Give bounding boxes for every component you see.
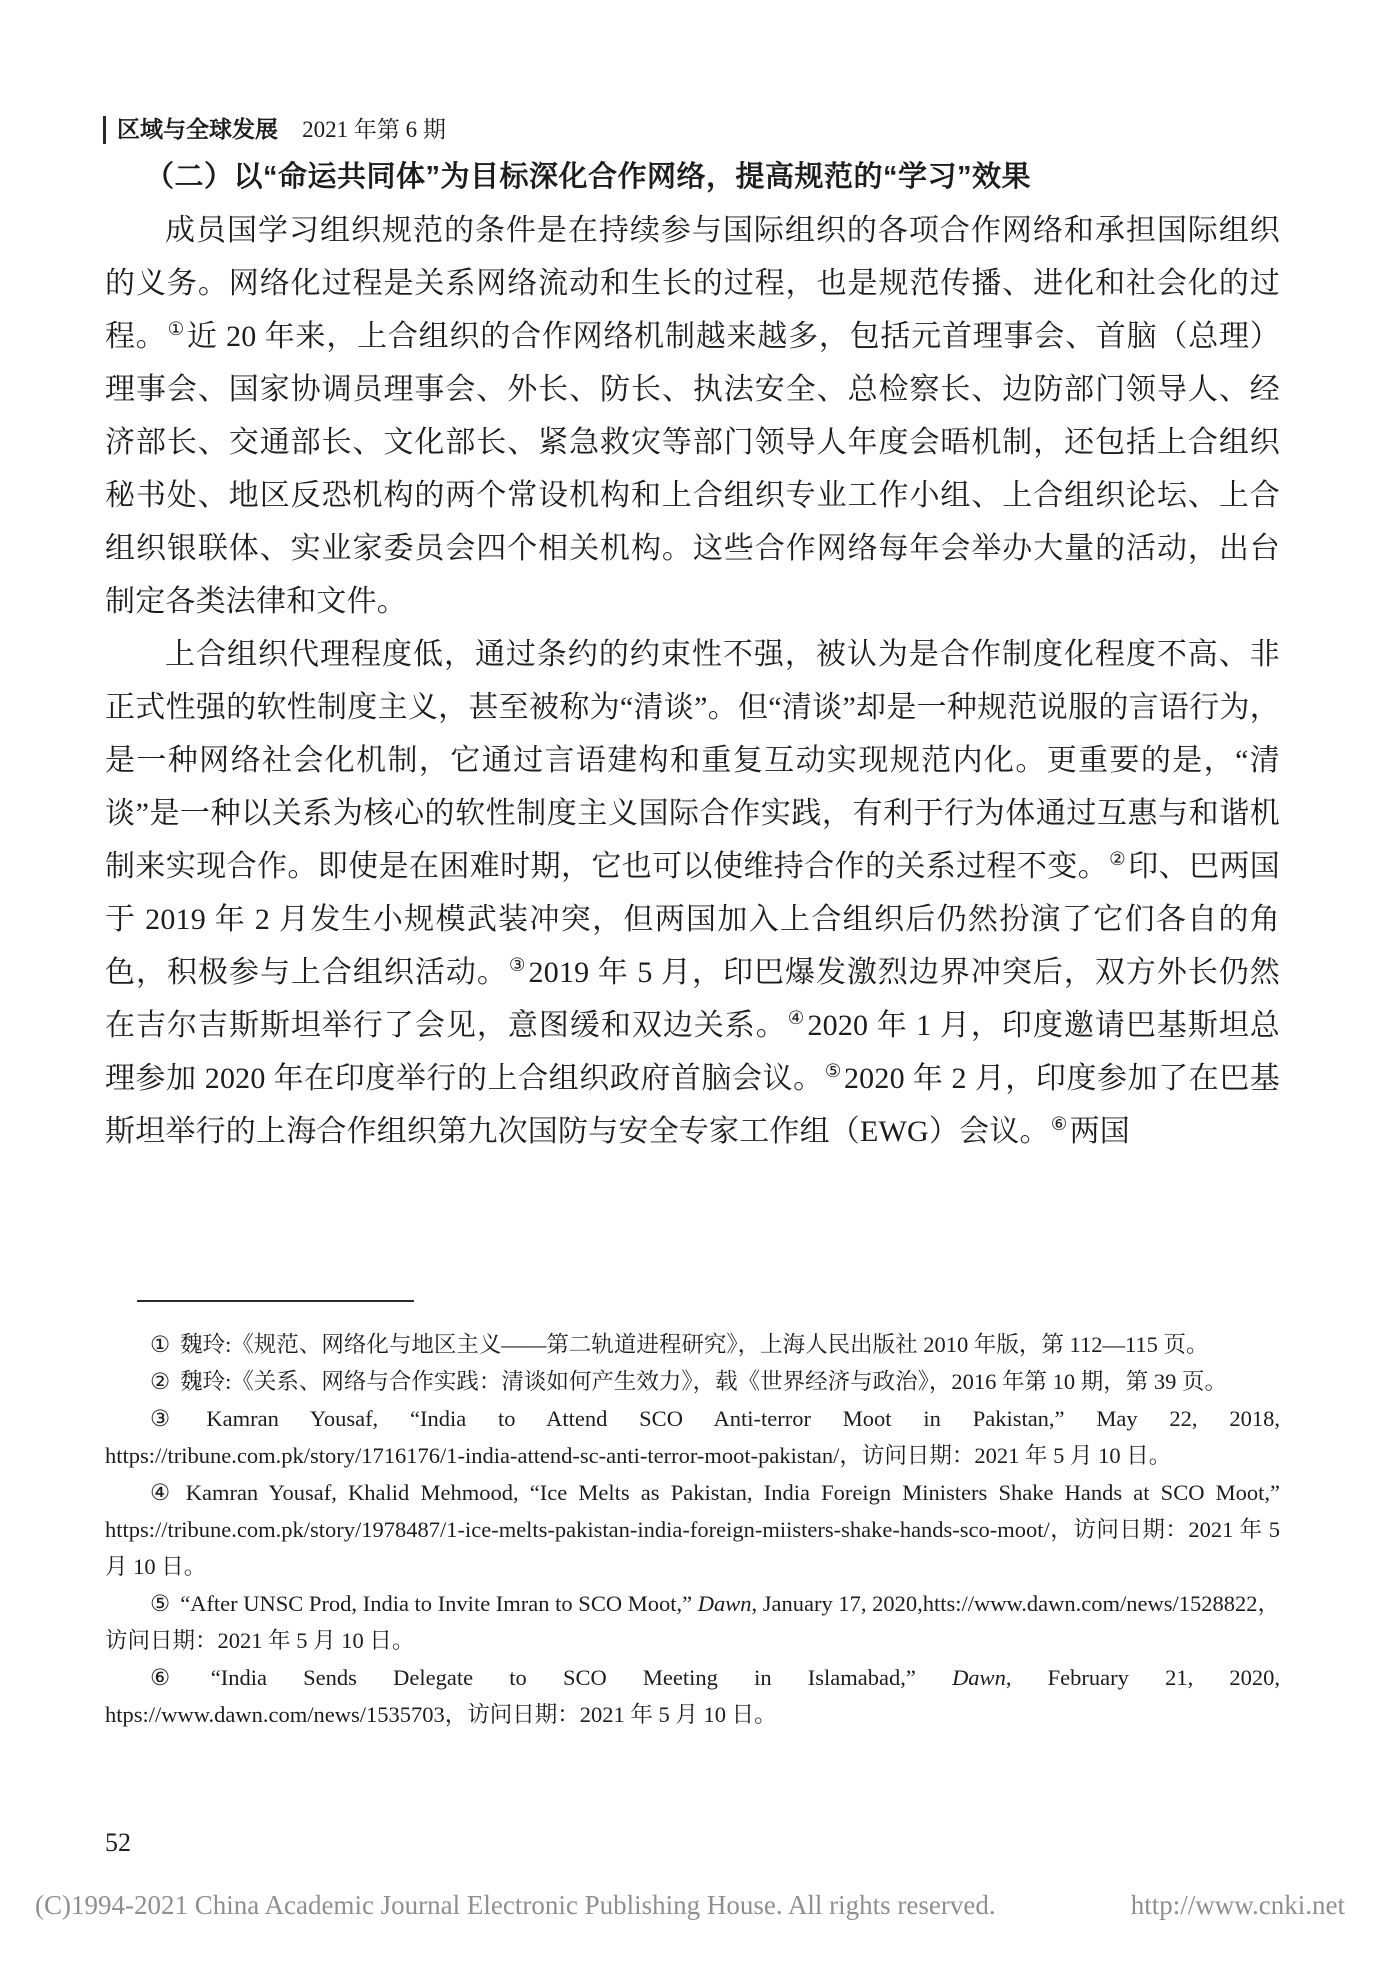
footnote-marker: ③ [150, 1406, 197, 1431]
footnote [105, 1659, 1280, 1733]
footnote-marker: ① [150, 1332, 171, 1357]
body-paragraph [105, 628, 1280, 1158]
footnote [105, 1363, 1280, 1400]
text-run: , February 21, 2020, htps://www.dawn.com/news/1535703，访问日期：2021 年 5 月 10 日。 [105, 1665, 1281, 1727]
text-run: “India Sends Delegate to SCO Meeting in Islamabad,” [210, 1665, 953, 1690]
text-run: 魏玲:《规范、网络化与地区主义——第二轨道进程研究》，上海人民出版社 2010 年版，第 112—115 页。 [180, 1332, 1209, 1357]
footnote [105, 1326, 1280, 1363]
footnote-ref: ① [167, 319, 186, 340]
text-run: Kamran Yousaf, “India to Attend SCO Anti-terror Moot in Pakistan,” May 22, 2018, https://tribune.com.pk/story/1716176/1-india-attend-sc-anti-terror-moot-pakistan/，访问日期：2021 年 5 月 10 日。 [105, 1406, 1280, 1468]
footnote-ref: ④ [787, 1008, 806, 1029]
text-run: 成员国学习组织规范的条件是在持续参与国际组织的各项合作网络和承担国际组织的义务。网络化过程是关系网络流动和生长的过程，也是规范传播、进化和社会化的过程。 [105, 214, 1280, 353]
text-run: Kamran Yousaf, Khalid Mehmood, “Ice Melts as Pakistan, India Foreign Ministers Shake Hands at SCO Moot,” https://tribune.com.pk/story/1978487/1-ice-melts-pakistan-india-foreign-miisters-shake-hands-sco-moot/，访问日期：2021 年 5 月 10 日。 [105, 1480, 1280, 1579]
text-run: “After UNSC Prod, India to Invite Imran to SCO Moot,” [180, 1591, 698, 1616]
text-run: 印、巴两国于 2019 年 2 月发生小规模武装冲突，但两国加入上合组织后仍然扮演了它们各自的角色，积极参与上合组织活动。 [105, 850, 1281, 989]
text-run: 上合组织代理程度低，通过条约的约束性不强，被认为是合作制度化程度不高、非正式性强的软性制度主义，甚至被称为“清谈”。但“清谈”却是一种规范说服的言语行为，是一种网络社会化机制，它通过言语建构和重复互动实现规范内化。更重要的是，“清谈”是一种以关系为核心的软性制度主义国际合作实践，有利于行为体通过互惠与和谐机制来实现合作。即使是在困难时期，它也可以使维持合作的关系过程不变。 [105, 638, 1280, 883]
text-run: 2020 年 1 月，印度邀请巴基斯坦总理参加 2020 年在印度举行的上合组织政府首脑会议。 [105, 1009, 1281, 1095]
issue-label: 2021 年第 6 期 [302, 117, 446, 142]
journal-title: 区域与全球发展 [117, 117, 278, 142]
footnote [105, 1474, 1280, 1585]
footnotes [105, 1326, 1280, 1733]
text-run: , January 17, 2020,htts://www.dawn.com/news/1528822，访问日期：2021 年 5 月 10 日。 [105, 1591, 1281, 1653]
cnki-footer [0, 1890, 1378, 1921]
footnote-divider [137, 1300, 414, 1302]
body-paragraph [105, 204, 1280, 628]
text-run: 魏玲:《关系、网络与合作实践：清谈如何产生效力》，载《世界经济与政治》，2016 年第 10 期，第 39 页。 [180, 1369, 1228, 1394]
footnote-marker: ④ [150, 1480, 176, 1505]
running-head [103, 116, 446, 144]
main-content [105, 156, 1280, 1158]
footnote-ref: ③ [508, 955, 527, 976]
section-heading: （二）以“命运共同体”为目标深化合作网络，提高规范的“学习”效果 [145, 161, 1032, 193]
body-paragraphs [105, 204, 1280, 1158]
footnote-ref: ② [1109, 849, 1127, 870]
text-run: 2019 年 5 月，印巴爆发激烈边界冲突后，双方外长仍然在吉尔吉斯斯坦举行了会见，意图缓和双边关系。 [105, 956, 1280, 1042]
text-run: 2020 年 2 月，印度参加了在巴基斯坦举行的上海合作组织第九次国防与安全专家工作组（EWG）会议。 [105, 1062, 1280, 1148]
footnote-marker: ⑥ [150, 1665, 201, 1690]
footnote-marker: ② [150, 1369, 171, 1394]
italic-text: Dawn [952, 1665, 1006, 1690]
italic-text: Dawn [697, 1591, 752, 1616]
footnote-ref: ⑤ [824, 1061, 842, 1082]
cnki-url: http://www.cnki.net [1130, 1890, 1345, 1920]
footnote-marker: ⑤ [150, 1591, 171, 1616]
text-run: 两国 [1069, 1115, 1130, 1148]
text-run: 近 20 年来，上合组织的合作网络机制越来越多，包括元首理事会、首脑（总理）理事会、国家协调员理事会、外长、防长、执法安全、总检察长、边防部门领导人、经济部长、交通部长、文化部长、紧急救灾等部门领导人年度会晤机制，还包括上合组织秘书处、地区反恐机构的两个常设机构和上合组织专业工作小组、上合组织论坛、上合组织银联体、实业家委员会四个相关机构。这些合作网络每年会举办大量的活动，出台制定各类法律和文件。 [105, 320, 1280, 618]
footnote [105, 1400, 1280, 1474]
copyright-text: (C)1994-2021 China Academic Journal Electronic Publishing House. All rights reserved. [35, 1890, 996, 1920]
footnote [105, 1585, 1280, 1659]
page-number: 52 [105, 1828, 131, 1857]
footnote-ref: ⑥ [1050, 1114, 1068, 1135]
